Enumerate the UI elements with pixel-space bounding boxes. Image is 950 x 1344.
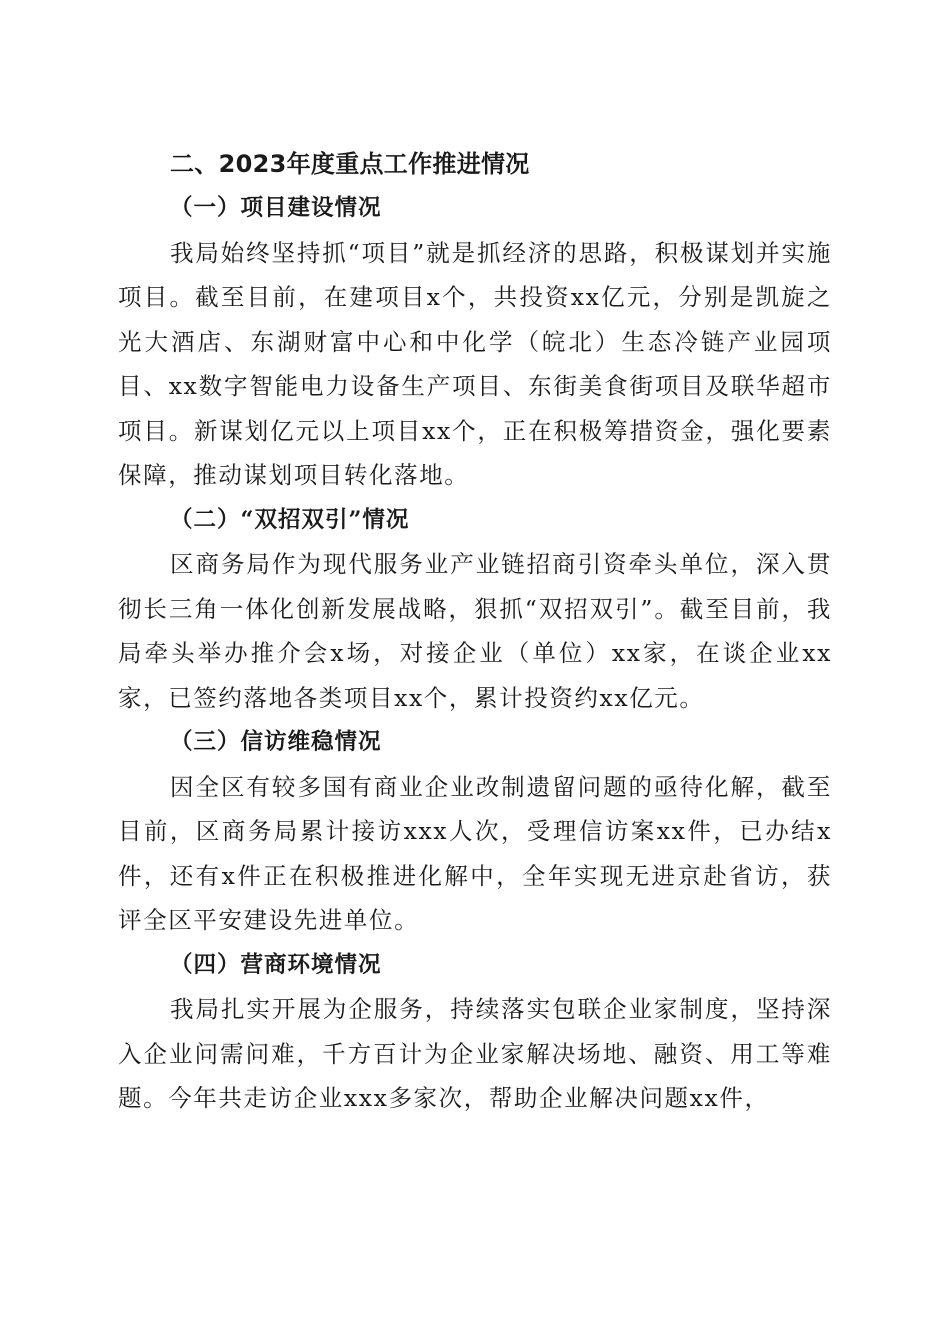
section-3-paragraph: 因全区有较多国有商业企业改制遗留问题的亟待化解，截至目前，区商务局累计接访xxx人次，受理信访案xx件，已办结x件，还有x件正在积极推进化解中，全年实现无进京赴省访，获评全区平安建设先进单位。	[118, 772, 832, 934]
main-heading: 二、2023年度重点工作推进情况	[170, 150, 530, 178]
document-body	[118, 142, 832, 1121]
section-3-title: （三）信访维稳情况	[170, 729, 382, 755]
section-1-paragraph: 我局始终坚持抓“项目”就是抓经济的思路，积极谋划并实施项目。截至目前，在建项目x个，共投资xx亿元，分别是凯旋之光大酒店、东湖财富中心和中化学（皖北）生态冷链产业园项目、xx数字智能电力设备生产项目、东街美食街项目及联华超市项目。新谋划亿元以上项目xx个，正在积极筹措资金，强化要素保障，推动谋划项目转化落地。	[118, 238, 832, 489]
section-4-title: （四）营商环境情况	[170, 951, 382, 978]
section-2-paragraph: 区商务局作为现代服务业产业链招商引资牵头单位，深入贯彻长三角一体化创新发展战略，狠抓“双招双引”。截至目前，我局牵头举办推介会x场，对接企业（单位）xx家，在谈企业xx家，已签约落地各类项目xx个，累计投资约xx亿元。	[118, 550, 832, 712]
section-4-paragraph: 我局扎实开展为企服务，持续落实包联企业家制度，坚持深入企业问需问难，千方百计为企业家解决场地、融资、用工等难题。今年共走访企业xxx多家次，帮助企业解决问题xx件，	[118, 995, 832, 1112]
section-2-title: （二）“双招双引”情况	[170, 506, 410, 533]
section-1-title: （一）项目建设情况	[170, 195, 382, 221]
